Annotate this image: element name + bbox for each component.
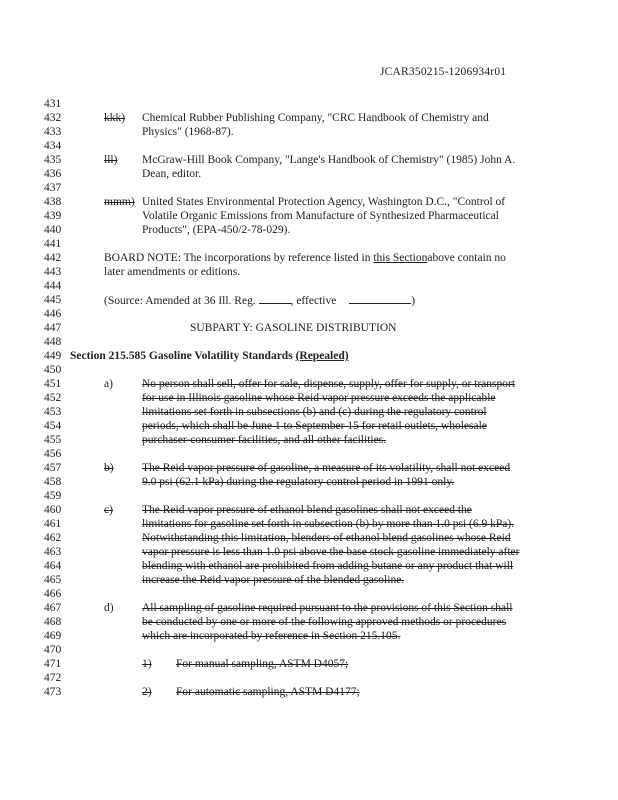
line-number: 465 <box>44 574 62 586</box>
board-note-line-1 <box>104 251 506 265</box>
line-number: 433 <box>44 126 62 138</box>
paragraph-line: All sampling of gasoline required pursuant to the provisions of this Section shall <box>142 602 513 614</box>
line-number: 455 <box>44 434 62 446</box>
paragraph-line: The Reid vapor pressure of gasoline, a measure of its volatility, shall not exceed <box>142 462 511 474</box>
line-number: 462 <box>44 532 62 544</box>
line-number: 444 <box>44 280 62 292</box>
paragraph-line: periods, which shall be June 1 to September 15 for retail outlets, wholesale <box>142 420 487 432</box>
paragraph-label: d) <box>104 602 114 614</box>
reference-label: mmm) <box>104 196 135 208</box>
line-number: 452 <box>44 392 62 404</box>
repealed-marker: (Repealed) <box>295 350 349 362</box>
source-text: (Source: Amended at 36 Ill. Reg. <box>104 295 259 307</box>
board-note-text: BOARD NOTE: The incorporations by reference listed in <box>104 252 374 264</box>
line-number: 451 <box>44 378 62 390</box>
reference-text: McGraw-Hill Book Company, "Lange's Handbook of Chemistry" (1985) John A. <box>142 154 516 166</box>
line-number: 448 <box>44 336 62 348</box>
blank-field <box>349 293 411 304</box>
reference-text: Chemical Rubber Publishing Company, "CRC Handbook of Chemistry and <box>142 112 489 124</box>
line-number: 471 <box>44 658 62 670</box>
line-number: 464 <box>44 560 62 572</box>
paragraph-line: be conducted by one or more of the following approved methods or procedures <box>142 616 507 628</box>
line-number: 442 <box>44 252 62 264</box>
line-number: 458 <box>44 476 62 488</box>
line-number: 449 <box>44 350 62 362</box>
reference-text: Volatile Organic Emissions from Manufacture of Synthesized Pharmaceutical <box>142 210 499 222</box>
source-text: , effective <box>290 295 340 307</box>
line-number: 435 <box>44 154 62 166</box>
paragraph-line: blending with ethanol are prohibited from adding butane or any product that will <box>142 560 514 572</box>
paragraph-line: purchaser-consumer facilities, and all other facilities. <box>142 434 387 446</box>
line-number: 472 <box>44 672 62 684</box>
reference-label: lll) <box>104 154 118 166</box>
line-number: 453 <box>44 406 62 418</box>
paragraph-line: limitations set forth in subsections (b) and (c) during the regulatory control <box>142 406 487 418</box>
paragraph-line: limitations for gasoline set forth in subsection (b) by more than 1.0 psi (6.9 kPa). <box>142 518 515 530</box>
line-number: 443 <box>44 266 62 278</box>
line-number: 456 <box>44 448 62 460</box>
line-number: 460 <box>44 504 62 516</box>
subpart-heading: SUBPART Y: GASOLINE DISTRIBUTION <box>190 322 397 334</box>
section-heading <box>70 349 349 363</box>
line-number: 431 <box>44 98 62 110</box>
paragraph-line: vapor pressure is less than 1.0 psi above the base stock gasoline immediately after <box>142 546 520 558</box>
section-title: Section 215.585 Gasoline Volatility Standards <box>70 350 296 362</box>
line-number: 439 <box>44 210 62 222</box>
line-number: 450 <box>44 364 62 376</box>
line-number: 463 <box>44 546 62 558</box>
line-number: 446 <box>44 308 62 320</box>
paragraph-line: which are incorporated by reference in Section 215.105. <box>142 630 401 642</box>
reference-text: Dean, editor. <box>142 168 202 180</box>
line-number: 440 <box>44 224 62 236</box>
source-line <box>104 293 415 308</box>
paragraph-line: The Reid vapor pressure of ethanol blend gasolines shall not exceed the <box>142 504 472 516</box>
subitem-label: 2) <box>142 686 152 698</box>
paragraph-label: c) <box>104 504 113 516</box>
line-number: 466 <box>44 588 62 600</box>
paragraph-label: b) <box>104 462 114 474</box>
line-number: 461 <box>44 518 62 530</box>
subitem-label: 1) <box>142 658 152 670</box>
line-number: 454 <box>44 420 62 432</box>
board-note-text: above contain no <box>427 252 506 264</box>
paragraph-line: increase the Reid vapor pressure of the blended gasoline. <box>142 574 405 586</box>
paragraph-line: 9.0 psi (62.1 kPa) during the regulatory control period in 1991 only. <box>142 476 455 488</box>
line-number: 459 <box>44 490 62 502</box>
source-text: ) <box>411 295 416 307</box>
line-number: 438 <box>44 196 62 208</box>
reference-label: kkk) <box>104 112 126 124</box>
line-number: 432 <box>44 112 62 124</box>
blank-field <box>259 293 291 304</box>
line-number: 441 <box>44 238 62 250</box>
line-number: 470 <box>44 644 62 656</box>
line-number: 468 <box>44 616 62 628</box>
reference-text: United States Environmental Protection Agency, Washington D.C., "Control of <box>142 196 506 208</box>
paragraph-line: Notwithstanding this limitation, blenders of ethanol blend gasolines whose Reid <box>142 532 511 544</box>
board-note-line-2: later amendments or editions. <box>104 266 241 278</box>
line-number: 467 <box>44 602 62 614</box>
line-number: 434 <box>44 140 62 152</box>
board-note-insert: this Section <box>373 252 428 264</box>
line-number: 469 <box>44 630 62 642</box>
document-id: JCAR350215-1206934r01 <box>380 66 507 78</box>
subitem-text: For manual sampling, ASTM D4057; <box>176 658 349 670</box>
paragraph-line: No person shall sell, offer for sale, dispense, supply, offer for supply, or transport <box>142 378 516 390</box>
line-number: 436 <box>44 168 62 180</box>
line-number: 447 <box>44 322 62 334</box>
reference-text: Products", (EPA-450/2-78-029). <box>142 224 291 236</box>
subitem-text: For automatic sampling, ASTM D4177; <box>176 686 360 698</box>
paragraph-line: for use in Illinois gasoline whose Reid vapor pressure exceeds the applicable <box>142 392 496 404</box>
line-number: 457 <box>44 462 62 474</box>
line-number: 445 <box>44 294 62 306</box>
line-number: 473 <box>44 686 62 698</box>
paragraph-label: a) <box>104 378 113 390</box>
line-number: 437 <box>44 182 62 194</box>
reference-text: Physics" (1968-87). <box>142 126 234 138</box>
